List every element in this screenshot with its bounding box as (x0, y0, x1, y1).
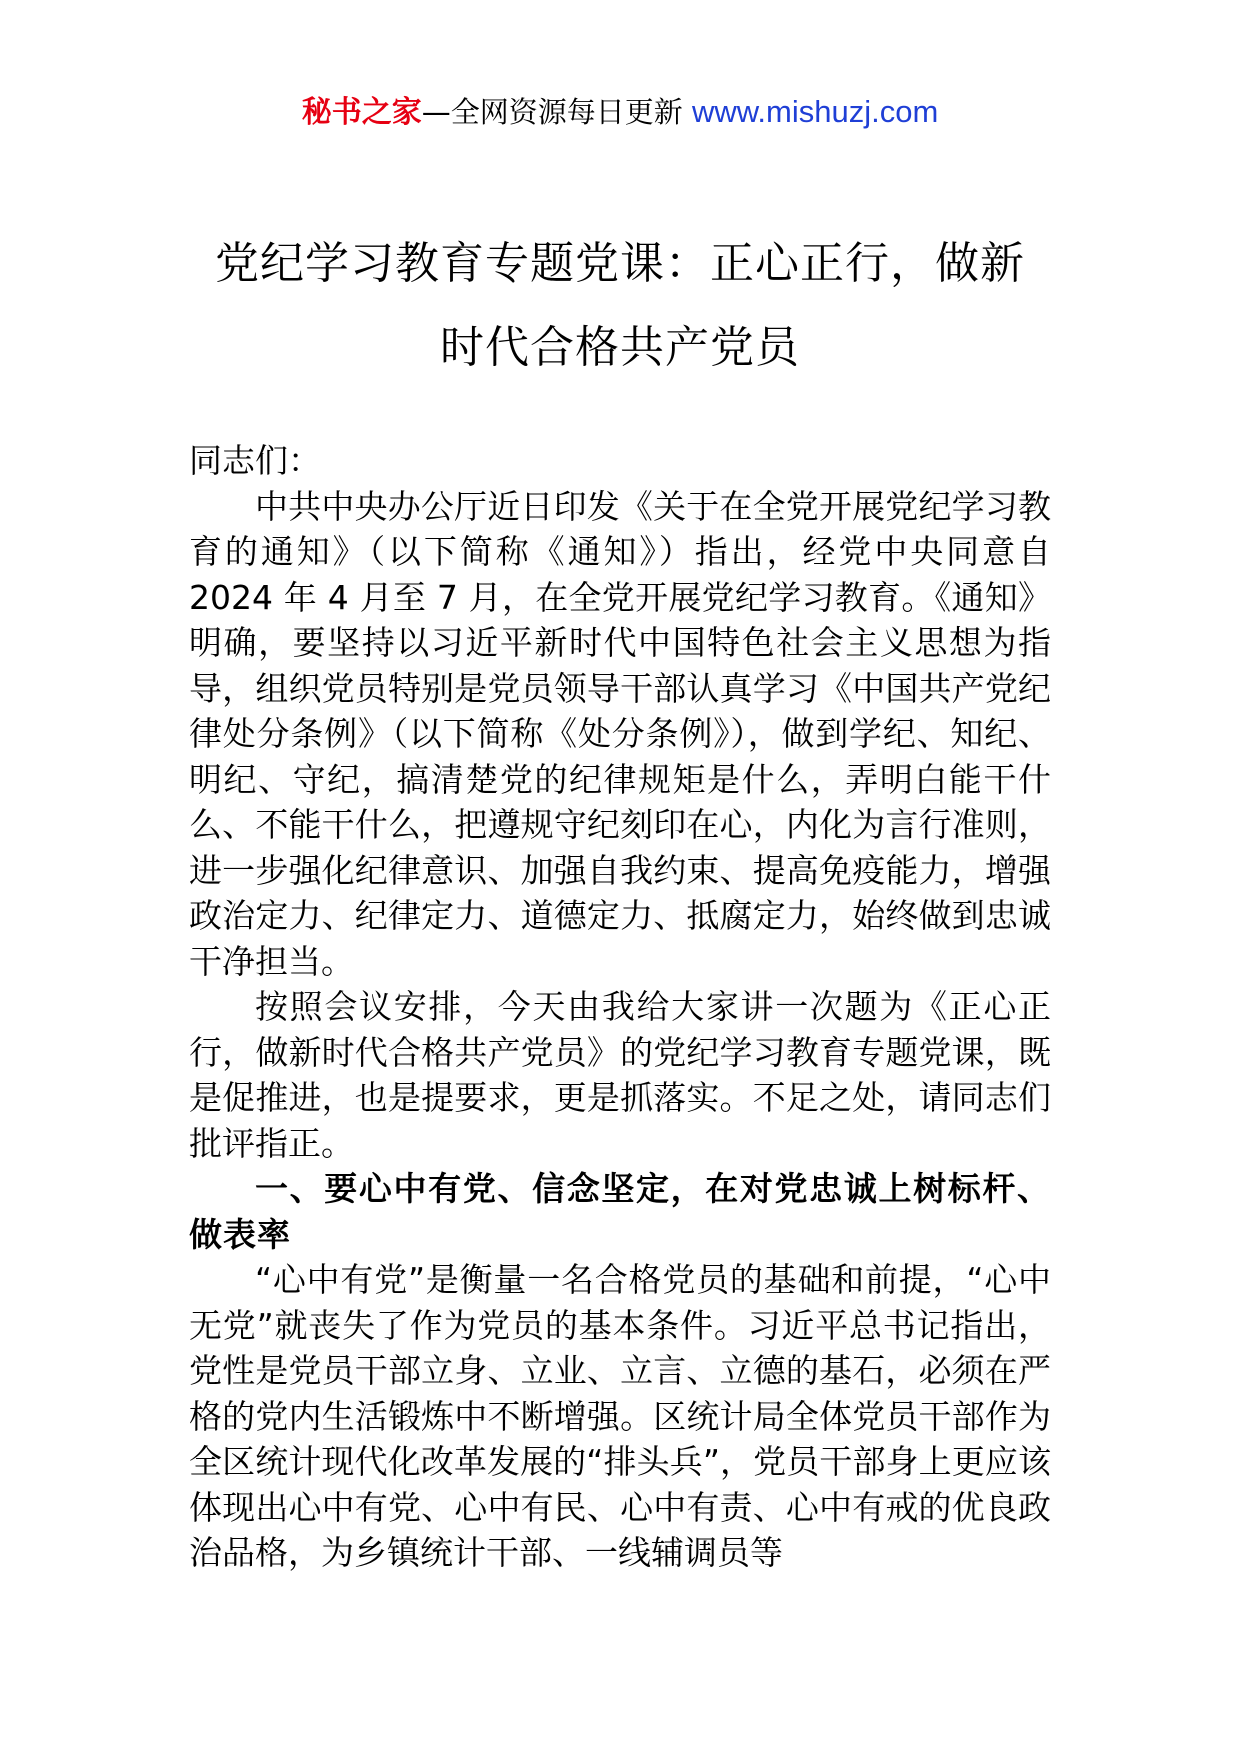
section-1-paragraph: “心中有党”是衡量一名合格党员的基础和前提，“心中无党”就丧失了作为党员的基本条件。习近平总书记指出，党性是党员干部立身、立业、立言、立德的基石，必须在严格的党内生活锻炼中不断增强。区统计局全体党员干部作为全区统计现代化改革发展的“排头兵”，党员干部身上更应该体现出心中有党、心中有民、心中有责、心中有戒的优良政治品格，为乡镇统计干部、一线辅调员等 (189, 1260, 1051, 1572)
section-1-heading: 一、要心中有党、信念坚定，在对党忠诚上树标杆、做表率 (189, 1169, 1051, 1254)
salutation: 同志们： (189, 441, 321, 480)
paragraph-intro: 中共中央办公厅近日印发《关于在全党开展党纪学习教育的通知》（以下简称《通知》）指出，经党中央同意自 2024 年 4 月至 7 月，在全党开展党纪学习教育。《通知》明确，要坚持以习近平新时代中国特色社会主义思想为指导，组织党员特别是党员领导干部认真学习《中国共产党纪律处分条例》（以下简称《处分条例》），做到学纪、知纪、明纪、守纪，搞清楚党的纪律规矩是什么，弄明白能干什么、不能干什么，把遵规守纪刻印在心，内化为言行准则，进一步强化纪律意识、加强自我约束、提高免疫能力，增强政治定力、纪律定力、道德定力、抵腐定力，始终做到忠诚干净担当。 (189, 486, 1051, 981)
brand-name: 秘书之家 (301, 95, 422, 130)
site-header (0, 92, 1240, 133)
document-body (189, 438, 1051, 1576)
title-line-2: 时代合格共产党员 (440, 322, 800, 373)
document-title (150, 222, 1090, 390)
header-separator: — (421, 95, 451, 129)
paragraph-arrangement: 按照会议安排，今天由我给大家讲一次题为《正心正行，做新时代合格共产党员》的党纪学习教育专题党课，既是促推进，也是提要求，更是抓落实。不足之处，请同志们批评指正。 (189, 987, 1051, 1163)
header-slogan: 全网资源每日更新 (450, 95, 683, 129)
title-line-1: 党纪学习教育专题党课：正心正行，做新 (215, 238, 1025, 289)
site-url-link[interactable]: www.mishuzj.com (691, 94, 939, 129)
